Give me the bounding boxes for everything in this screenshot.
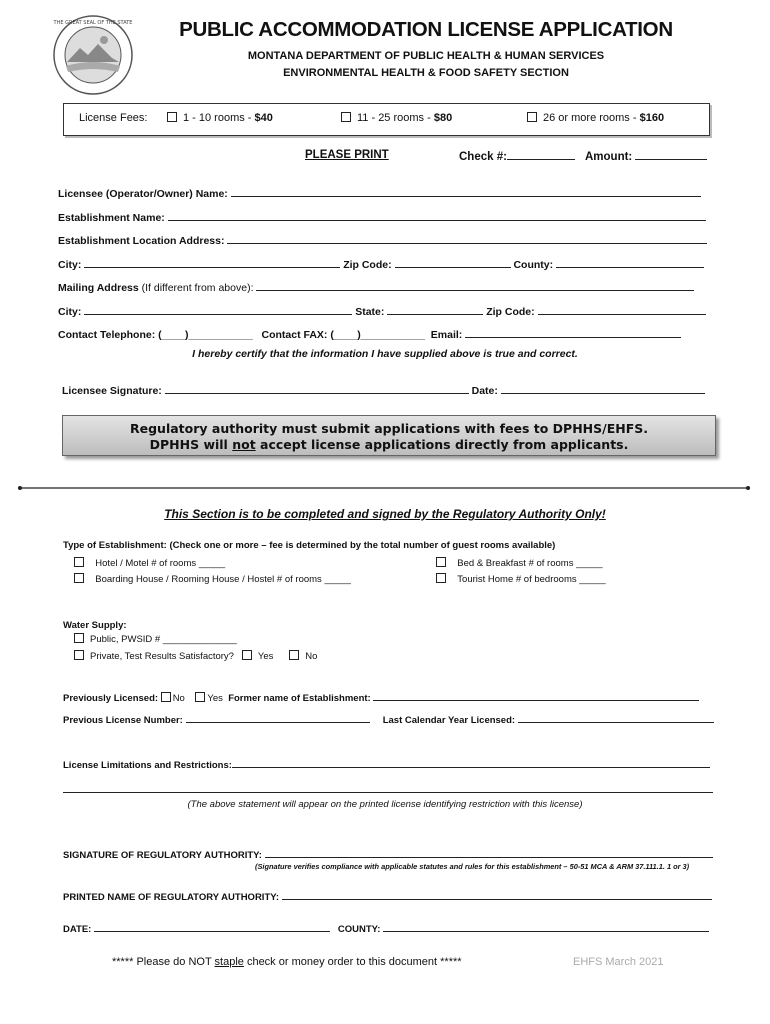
ra-signature-note: (Signature verifies compliance with applicable statutes and rules for this establishment – 50-51 MCA & ARM 37.111.1. 1 or 3) xyxy=(255,862,690,871)
limitations-note: (The above statement will appear on the printed license identifying restriction with this license) xyxy=(187,799,583,810)
checkbox-icon[interactable] xyxy=(161,692,171,702)
checkbox-icon[interactable] xyxy=(74,557,84,567)
ra-signature-field[interactable]: SIGNATURE OF REGULATORY AUTHORITY: xyxy=(63,847,714,861)
establishment-name-field[interactable]: Establishment Name: xyxy=(58,210,714,224)
establishment-type-label: Type of Establishment: (Check one or more – fee is determined by the total number of guest rooms available) xyxy=(63,540,556,551)
checkbox-icon[interactable] xyxy=(436,573,446,583)
regulatory-section-title: This Section is to be completed and signed by the Regulatory Authority Only! xyxy=(164,507,606,521)
form-version: EHFS March 2021 xyxy=(573,956,664,968)
please-print-label: PLEASE PRINT xyxy=(305,149,389,161)
fee-option-1[interactable]: 1 - 10 rooms - $40 xyxy=(167,112,273,124)
hotel-option[interactable]: Hotel / Motel # of rooms _____ xyxy=(74,558,225,569)
amount-field[interactable]: Amount: xyxy=(585,149,707,163)
section-divider xyxy=(18,486,750,490)
fee-option-2[interactable]: 11 - 25 rooms - $80 xyxy=(341,112,452,124)
certification-statement: I hereby certify that the information I have supplied above is true and correct. xyxy=(192,348,578,360)
private-water-option[interactable]: Private, Test Results Satisfactory? Yes No xyxy=(74,651,317,662)
checkbox-icon[interactable] xyxy=(242,650,252,660)
checkbox-icon[interactable] xyxy=(195,692,205,702)
bnb-option[interactable]: Bed & Breakfast # of rooms _____ xyxy=(436,558,603,569)
form-title: PUBLIC ACCOMMODATION LICENSE APPLICATION xyxy=(179,18,673,41)
banner-line-1: Regulatory authority must submit applications with fees to DPHHS/EHFS. xyxy=(130,421,648,436)
water-supply-label: Water Supply: xyxy=(63,620,127,631)
location-address-field[interactable]: Establishment Location Address: xyxy=(58,233,714,247)
boarding-option[interactable]: Boarding House / Rooming House / Hostel # of rooms _____ xyxy=(74,574,351,585)
checkbox-icon[interactable] xyxy=(167,112,177,122)
limitations-field[interactable]: License Limitations and Restrictions: xyxy=(63,757,714,771)
checkbox-icon[interactable] xyxy=(527,112,537,122)
city-zip-county-row[interactable]: City: Zip Code: County: xyxy=(58,257,714,271)
license-fees-label: License Fees: xyxy=(79,112,148,124)
licensee-name-field[interactable]: Licensee (Operator/Owner) Name: xyxy=(58,186,714,200)
city-state-zip-row[interactable]: City: State: Zip Code: xyxy=(58,304,714,318)
tourist-home-option[interactable]: Tourist Home # of bedrooms _____ xyxy=(436,574,606,585)
checkbox-icon[interactable] xyxy=(436,557,446,567)
department-name: MONTANA DEPARTMENT OF PUBLIC HEALTH & HUMAN SERVICES xyxy=(247,50,605,62)
public-water-option[interactable]: Public, PWSID # ______________ xyxy=(74,634,237,645)
previous-license-row[interactable]: Previous License Number: Last Calendar Year Licensed: xyxy=(63,712,714,726)
licensee-signature-row[interactable]: Licensee Signature: Date: xyxy=(62,383,716,397)
checkbox-icon[interactable] xyxy=(74,633,84,643)
staple-warning: ***** Please do NOT staple check or money order to this document ***** xyxy=(112,956,462,968)
ra-date-county-row[interactable]: DATE: COUNTY: xyxy=(63,921,714,935)
submission-notice-banner xyxy=(62,415,716,456)
checkbox-icon[interactable] xyxy=(74,573,84,583)
fee-option-3[interactable]: 26 or more rooms - $160 xyxy=(527,112,664,124)
montana-state-seal-icon xyxy=(52,14,134,96)
contact-row[interactable]: Contact Telephone: (____)___________ Contact FAX: (____)___________ Email: xyxy=(58,327,714,341)
license-fees-box xyxy=(63,103,710,136)
mailing-address-field[interactable]: Mailing Address (If different from above): xyxy=(58,280,714,294)
previously-licensed-row[interactable]: Previously Licensed: No Yes Former name of Establishment: xyxy=(63,690,714,704)
checkbox-icon[interactable] xyxy=(341,112,351,122)
checkbox-icon[interactable] xyxy=(289,650,299,660)
ra-printed-name-field[interactable]: PRINTED NAME OF REGULATORY AUTHORITY: xyxy=(63,889,714,903)
banner-line-2: DPHHS will not accept license applications directly from applicants. xyxy=(149,437,629,452)
check-number-field[interactable]: Check #: xyxy=(459,149,575,163)
section-name: ENVIRONMENTAL HEALTH & FOOD SAFETY SECTION xyxy=(283,67,569,79)
checkbox-icon[interactable] xyxy=(74,650,84,660)
limitations-line-2[interactable] xyxy=(63,792,713,793)
svg-text:THE GREAT SEAL OF THE STATE: THE GREAT SEAL OF THE STATE xyxy=(53,20,133,26)
